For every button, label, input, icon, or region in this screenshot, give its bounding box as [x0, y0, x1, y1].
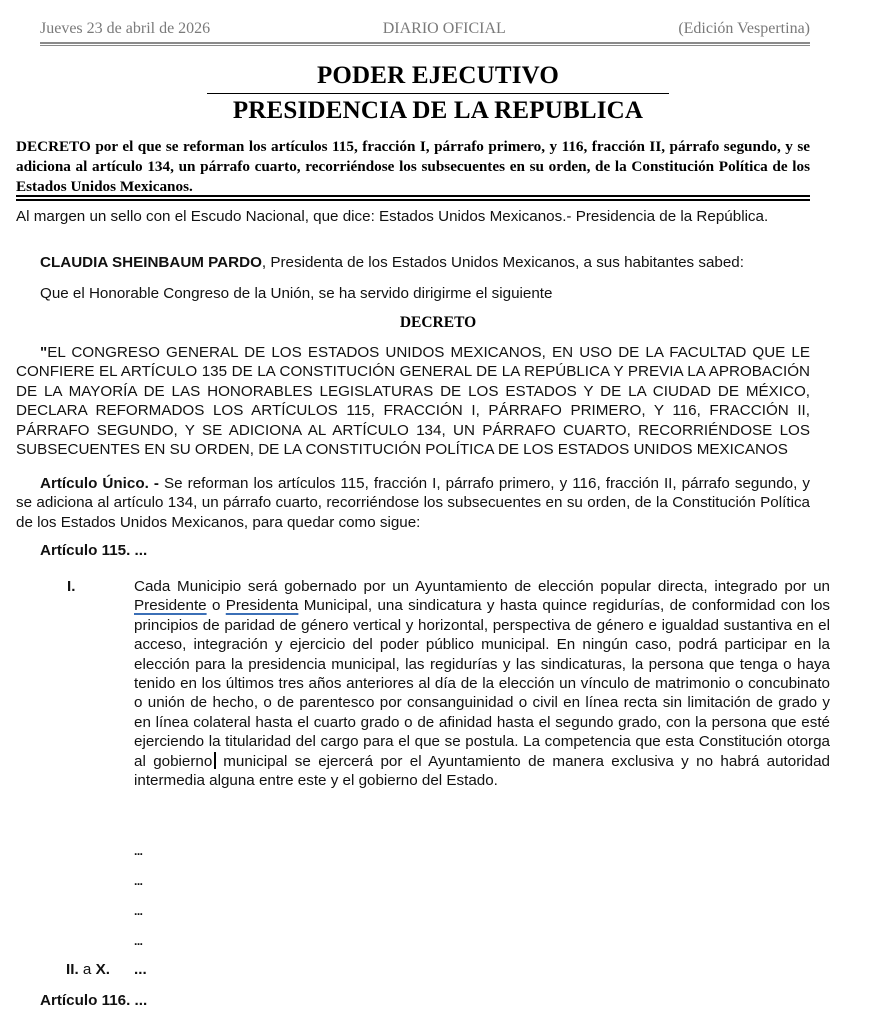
header-edition: (Edición Vespertina): [678, 20, 810, 37]
congress-declaration-text: EL CONGRESO GENERAL DE LOS ESTADOS UNIDOS MEXICANOS, EN USO DE LA FACULTAD QUE LE CONFIERE EL ARTÍCULO 135 DE LA CONSTITUCIÓN GENERAL DE LA REPÚBLICA Y PREVIA LA APROBACIÓN DE LA MAYORÍA DE LAS HONORABLES LEGISLATURAS DE LOS ESTADOS Y DE LA CIUDAD DE MÉXICO, DECLARA REFORMADOS LOS ARTÍCULOS 115, FRACCIÓN I, PÁRRAFO PRIMERO, Y 116, FRACCIÓN II, PÁRRAFO SEGUNDO, Y SE ADICIONA AL ARTÍCULO 134, UN PÁRRAFO CUARTO, RECORRIÉNDOSE LOS SUBSECUENTES EN SU ORDEN, DE LA CONSTITUCIÓN POLÍTICA DE LOS ESTADOS UNIDOS MEXICANOS: [16, 344, 810, 459]
decree-heading-text: por el que se reforman los artículos 115, fracción I, párrafo primero, y 116, fracción II, párrafo segundo, y se adiciona al artículo 134, un párrafo cuarto, recorriéndose los subsecuentes en su orden, de la Constitución Política de los Estados Unidos Mexicanos.: [16, 138, 810, 195]
articulo-unico-text: Se reforman los artículos 115, fracción I, párrafo primero, y 116, fracción II, párrafo segundo, y se adiciona al artículo 134, un párrafo cuarto, recorriéndose los subsecuentes en su orden, de la Constitución Política de los Estados Unidos Mexicanos, para quedar como sigue:: [16, 475, 810, 531]
decreto-heading: DECRETO: [399, 314, 477, 331]
fractions-II-to-X: [66, 961, 147, 978]
articulo-unico: [16, 474, 810, 532]
omitted-paragraph-ellipsis: ...: [134, 904, 143, 918]
section-branch-title: PODER EJECUTIVO: [316, 62, 560, 89]
congress-declaration: [16, 343, 810, 459]
fraction-I-text: [134, 577, 830, 790]
section-office-title: PRESIDENCIA DE LA REPUBLICA: [232, 97, 644, 124]
article-116-heading: Artículo 116. ...: [40, 992, 148, 1009]
fraction-text-part: municipal se ejercerá por el Ayuntamiento de manera exclusiva y no habrá autoridad intermedia alguna entre este y el gobierno del Estado.: [134, 752, 830, 790]
header-publication: DIARIO OFICIAL: [382, 20, 506, 37]
article-115-heading: Artículo 115. ...: [40, 542, 148, 559]
fraction-text-part: Cada Municipio será gobernado por un Ayuntamiento de elección popular directa, integrado por un: [134, 578, 830, 595]
header-date: Jueves 23 de abril de 2026: [40, 20, 211, 37]
range-ellipsis: ...: [134, 961, 147, 978]
header-double-rule: [40, 42, 810, 46]
fraction-I-label: I.: [67, 578, 76, 595]
range-connector: a: [78, 961, 96, 978]
omitted-paragraph-ellipsis: ...: [134, 844, 143, 858]
omitted-paragraph-ellipsis: ...: [134, 934, 143, 948]
omitted-paragraph-ellipsis: ...: [134, 874, 143, 888]
decree-heading: [16, 137, 810, 197]
underlined-word-presidente: Presidente: [134, 597, 207, 615]
running-header: [40, 20, 810, 38]
president-name: CLAUDIA SHEINBAUM PARDO: [40, 254, 262, 271]
decree-double-rule: [16, 195, 810, 201]
opening-quote: ": [40, 344, 48, 361]
articulo-unico-label: Artículo Único. -: [40, 475, 159, 492]
underlined-word-presidenta: Presidenta: [225, 597, 299, 615]
fraction-text-part: o: [206, 597, 226, 615]
title-divider: [207, 93, 669, 94]
promulgation-text: , Presidenta de los Estados Unidos Mexicanos, a sus habitantes sabed:: [261, 254, 744, 271]
decree-heading-lead: DECRETO: [16, 138, 91, 155]
range-to: X.: [95, 961, 110, 978]
fraction-text-part: Municipal, una sindicatura y hasta quince regidurías, de conformidad con los principios de paridad de género vertical y horizontal, perspectiva de género e igualdad sustantiva en el acceso, integración y ejercicio del poder público municipal. En ningún caso, podrá participar en la elección para la presidencia municipal, las regidurías y las sindicaturas, la persona que tenga o haya tenido en los últimos tres años anteriores al día de la elección un vínculo de matrimonio o concubinato o unión de hecho, o de parentesco por consanguinidad o civil en línea recta sin limitación de grado y en línea colateral hasta el cuarto grado o de afinidad hasta el segundo grado, con la persona que esté ejerciendo la titularidad del cargo para el que se postula. La competencia que esta Constitución otorga al gobierno: [134, 597, 831, 770]
promulgation-line: [40, 253, 820, 272]
margin-seal-note: Al margen un sello con el Escudo Nacional, que dice: Estados Unidos Mexicanos.- Presidencia de la República.: [16, 208, 769, 225]
range-from: II.: [66, 961, 79, 978]
congress-line: Que el Honorable Congreso de la Unión, se ha servido dirigirme el siguiente: [40, 285, 553, 302]
